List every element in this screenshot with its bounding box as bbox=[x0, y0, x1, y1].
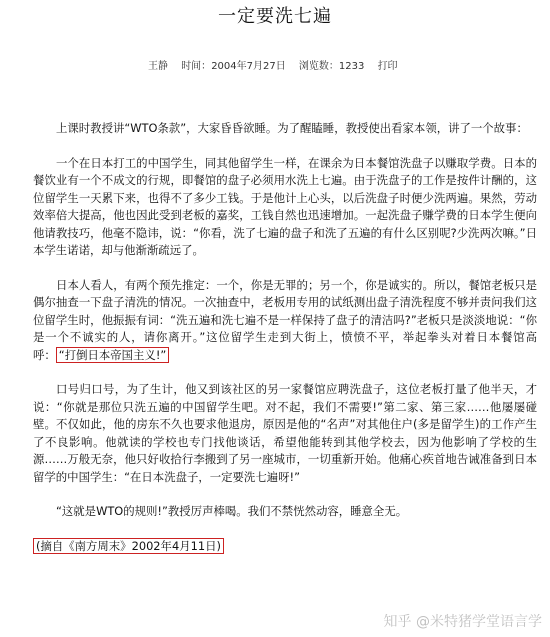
paragraph-5: “这就是WTO的规则!”教授厉声棒喝。我们不禁恍然动容，睡意全无。 bbox=[56, 504, 408, 518]
print-link[interactable]: 打印 bbox=[377, 61, 398, 72]
highlighted-slogan: “打倒日本帝国主义!” bbox=[56, 347, 170, 363]
source-citation-text: (摘自《南方周末》2002年4月11日) bbox=[33, 538, 224, 554]
paragraph-2: 一个在日本打工的中国学生，同其他留学生一样，在课余为日本餐馆洗盘子以赚取学费。日本的餐饮业有一个不成文的行规，即餐馆的盘子必须用水洗上七遍。由于洗盘子的工作是按件计酬的，这位留学生一天累下来，也得不了多少工钱。于是他计上心头，以后洗盘子时便少洗两遍。果然，劳动效率倍大提高，他也因此受到老板的嘉奖，工钱自然也迅速增加。一起洗盘子赚学费的日本学生便向他请教技巧，他毫不隐讳，说：“你看，洗了七遍的盘子和洗了五遍的有什么区别呢?少洗两次嘛。”日本学生诺诺，却与他渐渐疏远了。 bbox=[33, 155, 537, 257]
article-meta bbox=[148, 57, 398, 72]
publish-time bbox=[181, 61, 286, 72]
author: 王静 bbox=[148, 61, 168, 72]
views-value: 1233 bbox=[338, 61, 365, 72]
time-value: 2004年7月27日 bbox=[211, 61, 286, 72]
paragraph-4: 口号归口号，为了生计，他又到该社区的另一家餐馆应聘洗盘子，这位老板打量了他半天，才说：“你就是那位只洗五遍的中国留学生吧。对不起，我们不需要!”第二家、第三家……他屡屡碰壁。不仅如此，他的房东不久也要求他退房，原因是他的“名声”对其他住户(多是留学生)的工作产生了不良影响。他就读的学校也专门找他谈话，希望他能转到其他学校去，因为他影响了学校的生源……万般无奈，他只好收拾行李搬到了另一座城市，一切重新开始。他痛心疾首地告诫准备到日本留学的中国学生：“在日本洗盘子，一定要洗七遍呀!” bbox=[33, 382, 537, 484]
paragraph-3-text: 日本人看人，有两个预先推定：一个，你是无罪的；另一个，你是诚实的。所以，餐馆老板只是偶尔抽查一下盘子清洗的情况。一次抽查中，老板用专用的试纸测出盘子清洗程度不够并责问我们这位留学生时，他振振有词：“洗五遍和洗七遍不是一样保持了盘子的清洁吗?”老板只是淡淡地说：“你是一个不诚实的人，请你离开。”这位留学生走到大街上，愤愤不平，举起拳头对着日本餐馆高呼： bbox=[33, 277, 537, 362]
watermark: 知乎 @米特猪学堂语言学 bbox=[383, 614, 542, 630]
source-citation bbox=[33, 538, 537, 556]
paragraph-3 bbox=[33, 277, 537, 365]
time-label: 时间： bbox=[181, 61, 212, 72]
view-count bbox=[299, 61, 364, 72]
views-label: 浏览数： bbox=[298, 61, 339, 72]
article-title: 一定要洗七遍 bbox=[218, 6, 332, 27]
paragraph-1: 上课时教授讲“WTO条款”，大家昏昏欲睡。为了醒瞌睡，教授使出看家本领，讲了一个故事： bbox=[56, 121, 528, 135]
article-body bbox=[33, 120, 537, 572]
